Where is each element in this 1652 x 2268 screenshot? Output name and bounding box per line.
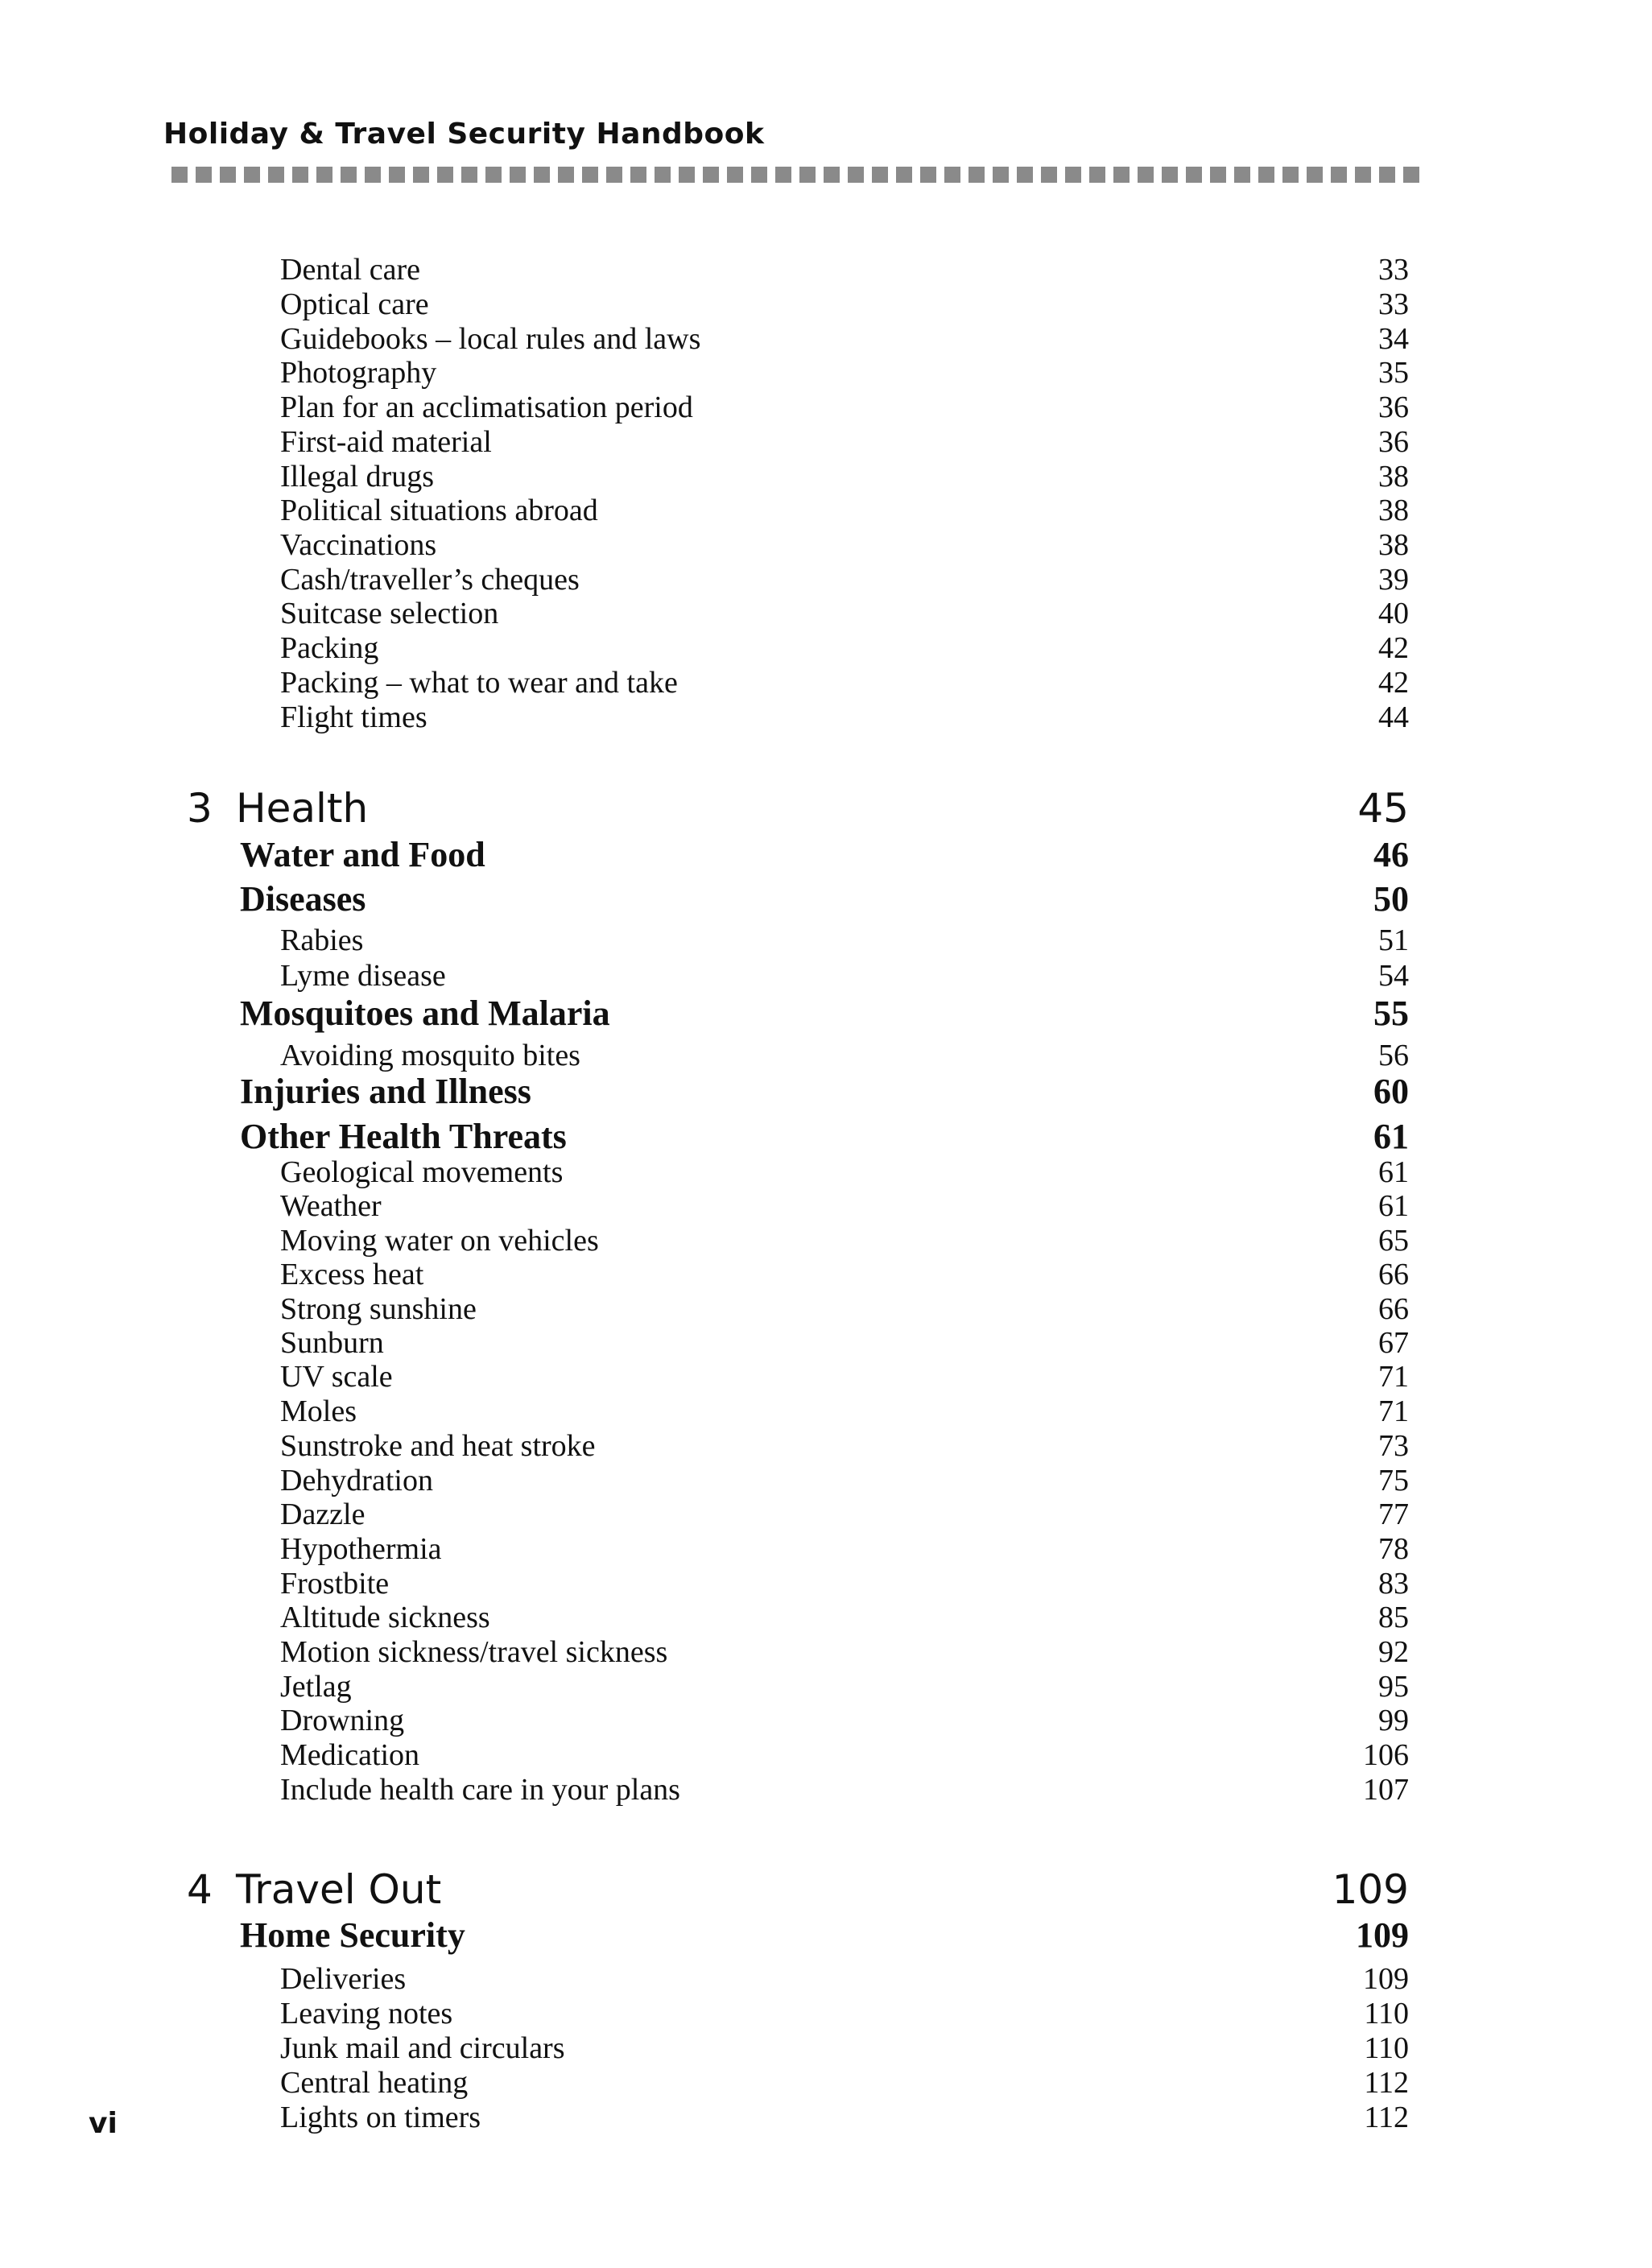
toc-page-number: 56 <box>1378 1039 1409 1072</box>
toc-page-number: 67 <box>1378 1326 1409 1360</box>
toc-page-number: 46 <box>1373 835 1409 874</box>
toc-page-number: 34 <box>1378 322 1409 356</box>
toc-page-number: 61 <box>1378 1155 1409 1189</box>
toc-page-number: 35 <box>1378 356 1409 390</box>
toc-page-number: 109 <box>1356 1915 1409 1955</box>
toc-entry-title: Injuries and Illness <box>240 1072 531 1111</box>
toc-entry-title: Strong sunshine <box>280 1292 477 1326</box>
toc-entry-title: Altitude sickness <box>280 1601 490 1634</box>
toc-entry-title: Packing <box>280 631 379 665</box>
toc-entry-title: Illegal drugs <box>280 460 435 494</box>
toc-page-number: 54 <box>1378 959 1409 993</box>
toc-page-number: 92 <box>1378 1635 1409 1669</box>
toc-entry-title: Dehydration <box>280 1464 433 1498</box>
toc-page-number: 33 <box>1378 287 1409 321</box>
toc-page-number: 78 <box>1378 1532 1409 1566</box>
toc-page-number: 109 <box>1332 1866 1409 1913</box>
toc-page-number: 42 <box>1378 631 1409 665</box>
toc-entry-title: Home Security <box>240 1915 465 1955</box>
toc-page-number: 95 <box>1378 1670 1409 1704</box>
toc-entry-title: Excess heat <box>280 1258 424 1291</box>
page-folio: vi <box>89 2107 118 2140</box>
toc-page-number: 112 <box>1364 2066 1409 2100</box>
toc-page-number: 106 <box>1363 1738 1409 1772</box>
toc-page-number: 38 <box>1378 528 1409 562</box>
toc-page-number: 44 <box>1378 700 1409 734</box>
chapter-number: 4 <box>187 1866 213 1913</box>
toc-page-number: 55 <box>1373 994 1409 1033</box>
toc-entry-title: Photography <box>280 356 437 390</box>
toc-page-number: 50 <box>1373 879 1409 919</box>
toc-entry-title: Suitcase selection <box>280 597 499 630</box>
toc-entry-title: Mosquitoes and Malaria <box>240 994 610 1033</box>
toc-page-number: 107 <box>1363 1773 1409 1807</box>
toc-page-number: 71 <box>1378 1360 1409 1394</box>
toc-entry-title: Motion sickness/travel sickness <box>280 1635 668 1669</box>
toc-entry-title: Deliveries <box>280 1962 407 1996</box>
toc-entry-title: Cash/traveller’s cheques <box>280 563 580 597</box>
toc-entry-title: Frostbite <box>280 1567 390 1601</box>
toc-page-number: 38 <box>1378 494 1409 527</box>
toc-page-number: 61 <box>1373 1117 1409 1156</box>
toc-page-number: 61 <box>1378 1189 1409 1223</box>
toc-entry-title: Guidebooks – local rules and laws <box>280 322 701 356</box>
toc-entry-title: Lights on timers <box>280 2101 481 2134</box>
toc-entry-title: Medication <box>280 1738 420 1772</box>
toc-page-number: 71 <box>1378 1394 1409 1428</box>
toc-page-number: 66 <box>1378 1292 1409 1326</box>
toc-page-number: 40 <box>1378 597 1409 630</box>
toc-entry-title: Weather <box>280 1189 382 1223</box>
toc-page-number: 45 <box>1357 785 1409 832</box>
toc-entry-title: Water and Food <box>240 835 485 874</box>
toc-page-number: 75 <box>1378 1464 1409 1498</box>
toc-entry-title: Moles <box>280 1394 357 1428</box>
toc-page-number: 66 <box>1378 1258 1409 1291</box>
toc-page-number: 73 <box>1378 1429 1409 1463</box>
toc-page-number: 42 <box>1378 666 1409 700</box>
toc-page-number: 85 <box>1378 1601 1409 1634</box>
toc-entry-title: Plan for an acclimatisation period <box>280 390 693 424</box>
toc-entry-title: Vaccinations <box>280 528 437 562</box>
toc-entry-title: Include health care in your plans <box>280 1773 680 1807</box>
toc-page-number: 99 <box>1378 1704 1409 1737</box>
toc-page-number: 109 <box>1363 1962 1409 1996</box>
running-head: Holiday & Travel Security Handbook <box>163 118 765 151</box>
toc-entry-title: Leaving notes <box>280 1997 453 2030</box>
toc-entry-title: Avoiding mosquito bites <box>280 1039 580 1072</box>
toc-entry-title: Diseases <box>240 879 366 919</box>
toc-page-number: 36 <box>1378 390 1409 424</box>
toc-entry-title: Flight times <box>280 700 427 734</box>
toc-page-number: 60 <box>1373 1072 1409 1111</box>
toc-entry-title: Central heating <box>280 2066 469 2100</box>
chapter-number: 3 <box>187 785 213 832</box>
toc-entry-title: Travel Out <box>236 1866 442 1913</box>
toc-entry-title: UV scale <box>280 1360 393 1394</box>
toc-page-number: 83 <box>1378 1567 1409 1601</box>
toc-page-number: 36 <box>1378 425 1409 459</box>
toc-page-number: 51 <box>1378 923 1409 957</box>
toc-page-number: 110 <box>1364 1997 1409 2030</box>
toc-entry-title: Junk mail and circulars <box>280 2031 565 2065</box>
toc-entry-title: Jetlag <box>280 1670 352 1704</box>
toc-entry-title: Rabies <box>280 923 364 957</box>
toc-entry-title: Optical care <box>280 287 429 321</box>
toc-entry-title: Dazzle <box>280 1498 366 1531</box>
toc-entry-title: Geological movements <box>280 1155 564 1189</box>
toc-page-number: 33 <box>1378 253 1409 287</box>
toc-entry-title: Packing – what to wear and take <box>280 666 678 700</box>
toc-entry-title: Hypothermia <box>280 1532 442 1566</box>
toc-entry-title: Sunburn <box>280 1326 384 1360</box>
toc-entry-title: Lyme disease <box>280 959 446 993</box>
toc-entry-title: Sunstroke and heat stroke <box>280 1429 596 1463</box>
toc-entry-title: Moving water on vehicles <box>280 1224 599 1258</box>
toc-entry-title: First-aid material <box>280 425 492 459</box>
toc-page-number: 112 <box>1364 2101 1409 2134</box>
toc-entry-title: Drowning <box>280 1704 405 1737</box>
toc-entry-title: Political situations abroad <box>280 494 598 527</box>
toc-page-number: 65 <box>1378 1224 1409 1258</box>
toc-entry-title: Dental care <box>280 253 421 287</box>
toc-page-number: 38 <box>1378 460 1409 494</box>
toc-page-number: 39 <box>1378 563 1409 597</box>
toc-entry-title: Other Health Threats <box>240 1117 567 1156</box>
toc-entry-title: Health <box>236 785 369 832</box>
toc-page-number: 110 <box>1364 2031 1409 2065</box>
toc-page-number: 77 <box>1378 1498 1409 1531</box>
